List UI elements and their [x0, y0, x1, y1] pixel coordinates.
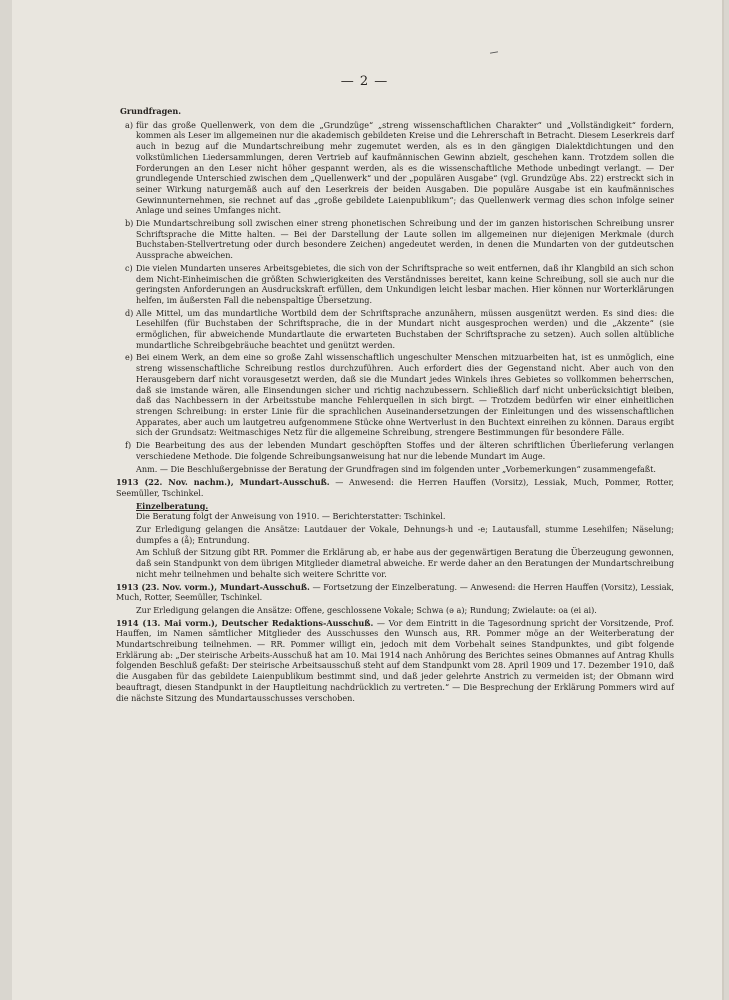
- item-text: Die Mundartschreibung soll zwischen einer streng phonetischen Schreibung und der im ganzen historischen Schreibung unsrer Schriftsprache die Mitte halten. — Bei der Darstellung der Laute sollen im allgemeinen nur diejenigen Merkmale (durch Buchstaben-Stellvertretung oder durch besondere Zeichen) angedeutet werden, in denen die Mundarten von der gutdeutschen Aussprache abweichen.: [136, 218, 674, 261]
- entry-paragraph: Zur Erledigung gelangen die Ansätze: Lautdauer der Vokale, Dehnungs-h und -e; Lautausfall, stumme Lesehilfen; Näselung; dumpfes a (å); Entrundung.: [136, 524, 674, 545]
- protocol-entry-1: [116, 477, 674, 498]
- item-text: für das große Quellenwerk, von dem die „Grundzüge“ „streng wissenschaftlichen Charakter“ und „Vollständigkeit“ fordern, kommen als Leser im allgemeinen nur die akademisch gebildeten Kreise und die Lehrerschaft in Betracht. Diesem Leserkreis darf auch in bezug auf die Mundartschreibung mehr zugemutet werden, als es in den gängigen Dialektdichtungen und den volkstümlichen Liedersammlungen, deren Vertrieb auf kaufmännischen Gewinn abzielt, geschehen kann. Trotzdem sollen die Forderungen an den Leser nicht höher gespannt werden, als es die wissenschaftliche Methode unbedingt verlangt. — Der grundlegende Unterschied zwischen dem „Quellenwerk“ und der „populären Ausgabe“ (vgl. Grundzüge Abs. 22) erstreckt sich in seiner Wirkung naturgemäß auch auf den Leserkreis der beiden Ausgaben. Die populäre Ausgabe ist ein kaufmännisches Gewinnunternehmen, sie rechnet auf das „große gebildete Laienpublikum“; das Quellenwerk vermag dies schon infolge seiner Anlage und seines Umfanges nicht.: [136, 119, 674, 216]
- list-item: [116, 440, 674, 461]
- item-label: e): [125, 352, 133, 363]
- item-text: Bei einem Werk, an dem eine so große Zahl wissenschaftlich ungeschulter Menschen mitzuarbeiten hat, ist es unmöglich, eine streng wissenschaftliche Schreibung restlos durchzuführen. Auch erfordert dies der Gegenstand nicht. Aber auch von den Herausgebern darf nicht vorausgesetzt werden, daß sie die Mundart jedes Winkels ihres Gebietes so vollkommen beherrschen, daß sie imstande wären, alle Einsendungen sicher und richtig nachzubessern. Schließlich darf nicht unberücksichtigt bleiben, daß das Nachbessern in der Arbeitsstube manche Fehlerquellen in sich birgt. — Trotzdem bedürfen wir einer einheitlichen strengen Schreibung: in erster Linie für die sprachlichen Auseinandersetzungen der Einleitungen und des wissenschaftlichen Apparates, aber auch um lautgetreu aufgenommene Stücke ohne Wertverlust in den Buchtext einreihen zu können. Daraus ergibt sich der Grundsatz: Weitmaschiges Netz für die allgemeine Schreibung, strengere Bestimmungen für besondere Fälle.: [136, 352, 674, 438]
- page-number: — 2 —: [340, 74, 389, 89]
- list-item: [116, 120, 674, 216]
- list-item: [116, 263, 674, 306]
- annotation-note: Anm. — Die Beschlußergebnisse der Beratung der Grundfragen sind im folgenden unter „Vorbemerkungen“ zusammengefaßt.: [136, 463, 656, 474]
- list-item: [116, 308, 674, 351]
- entry-paragraph: Zur Erledigung gelangen die Ansätze: Offene, geschlossene Vokale; Schwa (ə a); Rundung; Zwielaute: oa (ei ai).: [136, 604, 597, 615]
- entry-paragraph: Die Beratung folgt der Anweisung von 1910. — Berichterstatter: Tschinkel.: [136, 511, 446, 522]
- item-label: f): [125, 440, 132, 451]
- item-label: d): [125, 307, 134, 318]
- entry-text: — Anwesend: die Herren Hauffen (Vorsitz), Lessiak, Much, Pommer, Rotter, Seemüller, Tschinkel.: [116, 477, 674, 498]
- item-label: a): [125, 119, 133, 130]
- entry-paragraph: Am Schluß der Sitzung gibt RR. Pommer die Erklärung ab, er habe aus der gegenwärtigen Beratung die Überzeugung gewonnen, daß sein Standpunkt von dem übrigen Mitglieder diametral abweiche. Er werde daher an den Beratungen der Mundartschreibung nicht mehr teilnehmen und behalte sich weitere Schritte vor.: [136, 547, 674, 579]
- list-item: [116, 352, 674, 438]
- entry-date: 1913 (22. Nov. nachm.), Mundart-Ausschuß.: [116, 477, 330, 488]
- item-text: Die vielen Mundarten unseres Arbeitsgebietes, die sich von der Schriftsprache so weit entfernen, daß ihr Klangbild an sich schon dem Nicht-Einheimischen die größten Schwierigkeiten des Verständnisses bereitet, kann keine Schreibung, soll sie auch nur die geringsten Anforderungen an Ausdruckskraft erfüllen, dem Unkundigen leicht lesbar machen. Hier können nur Worterklärungen helfen, im äußersten Fall die nebenspaltige Übersetzung.: [136, 262, 674, 305]
- subsection-heading: Einzelberatung.: [136, 500, 209, 511]
- document-body: [116, 104, 674, 705]
- entry-date: 1913 (23. Nov. vorm.), Mundart-Ausschuß.: [116, 581, 310, 592]
- protocol-entry-3: [116, 618, 674, 704]
- entry-date: 1914 (13. Mai vorm.), Deutscher Redaktions-Ausschuß.: [116, 617, 374, 628]
- entry-text: — Vor dem Eintritt in die Tagesordnung spricht der Vorsitzende, Prof. Hauffen, im Namen sämtlicher Mitglieder des Ausschusses den Wunsch aus, RR. Pommer möge an der Weiterberatung der Mundartschreibung teilnehmen. — RR. Pommer willigt ein, jedoch mit dem Vorbehalt seines Standpunktes, und gibt folgende Erklärung ab: „Der steirische Arbeits-Ausschuß hat am 10. Mai 1914 nach Anhörung des Berichtes seines Obmannes auf Antrag Khulls folgenden Beschluß gefaßt: Der steirische Arbeitsausschuß steht auf dem Standpunkt vom 28. April 1909 und 17. Dezember 1910, daß die Ausgaben für das gebildete Laienpublikum bestimmt sind, und daß jeder gelehrte Anstrich zu vermeiden ist; der Obmann wird beauftragt, diesen Standpunkt in der Hauptleitung nachdrücklich zu vertreten.“ — Die Besprechung der Erklärung Pommers wird auf die nächste Sitzung des Mundartausschusses verschoben.: [116, 617, 674, 703]
- item-label: b): [125, 218, 134, 229]
- item-label: c): [125, 262, 133, 273]
- protocol-entry-2: [116, 582, 674, 603]
- item-text: Alle Mittel, um das mundartliche Wortbild dem der Schriftsprache anzunähern, müssen ausgenützt werden. Es sind dies: die Lesehilfen (für Buchstaben der Schriftsprache, die in der Mundart nicht ausgesprochen werden) und die „Akzente“ (sie ermöglichen, für abweichende Mundartlaute die erwarteten Buchstaben der Schriftsprache zu setzen). Auch sollen altübliche mundartliche Schreibgebräuche beachtet und genützt werden.: [136, 307, 674, 350]
- item-text: Die Bearbeitung des aus der lebenden Mundart geschöpften Stoffes und der älteren schriftlichen Überlieferung verlangen verschiedene Methode. Die folgende Schreibungsanweisung hat nur die lebende Mundart im Auge.: [136, 440, 674, 461]
- entry-text: — Fortsetzung der Einzelberatung. — Anwesend: die Herren Hauffen (Vorsitz), Lessiak, Much, Rotter, Seemüller, Tschinkel.: [116, 581, 675, 603]
- list-item: [116, 218, 674, 261]
- section-heading-grundfragen: Grundfragen.: [120, 106, 182, 116]
